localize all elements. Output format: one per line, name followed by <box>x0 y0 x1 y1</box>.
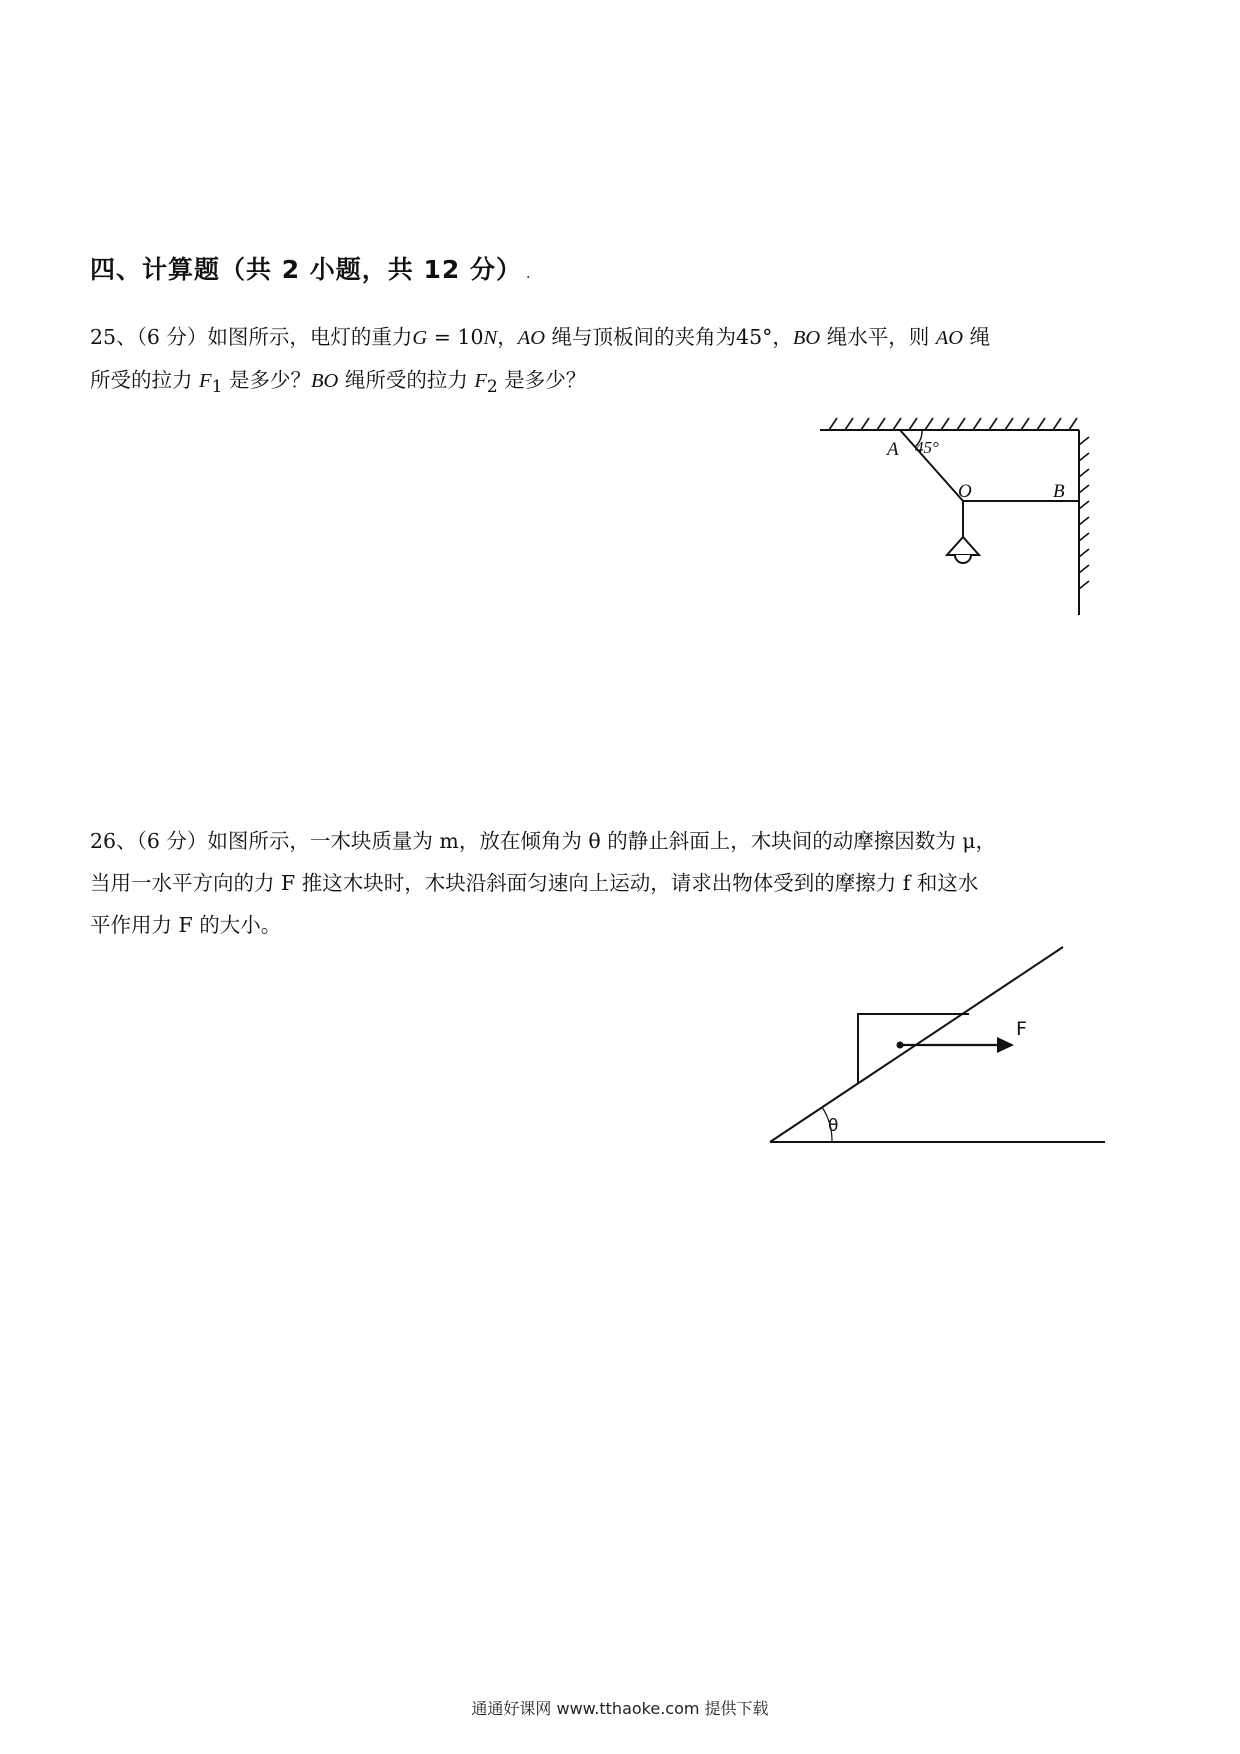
q25-symbol-bo: BO <box>792 327 821 349</box>
question-26-line-1: 26、（6 分）如图所示，一木块质量为 m，放在倾角为 θ 的静止斜面上，木块间的动摩擦因数为 μ， <box>90 829 997 853</box>
question-26-line-2: 当用一水平方向的力 F 推这木块时，木块沿斜面匀速向上运动，请求出物体受到的摩擦力 f 和这水 <box>90 871 979 895</box>
q25-symbol-f1: F <box>199 370 212 392</box>
q25-text-2b: 是多少？ <box>222 368 311 392</box>
q25-symbol-f2-sub: 2 <box>486 377 498 398</box>
section-heading-text: 四、计算题（共 2 小题，共 12 分） <box>90 255 523 284</box>
question-26-line-3: 平作用力 F 的大小。 <box>90 913 282 937</box>
q25-symbol-f1-sub: 1 <box>211 377 223 398</box>
section-heading-dot: . <box>526 266 532 282</box>
q25-text-2d: 是多少？ <box>497 368 587 392</box>
lamp-bulb-icon <box>955 555 971 563</box>
question-26 <box>90 820 1160 946</box>
label-theta: θ <box>828 1116 839 1136</box>
incline-figure <box>760 935 1120 1150</box>
lamp-shade-icon <box>947 537 979 555</box>
q25-text-2c: 绳所受的拉力 <box>338 368 475 392</box>
q25-symbol-bo-2: BO <box>310 370 339 392</box>
q25-text-1c: ， <box>497 325 518 349</box>
wall-hatching <box>1079 437 1089 589</box>
section-heading <box>90 250 531 286</box>
label-angle: 45° <box>915 438 939 457</box>
label-a: A <box>887 439 899 460</box>
q25-text-1a: 25、（6 分）如图所示，电灯的重力 <box>90 325 413 349</box>
label-f: F <box>1016 1018 1027 1040</box>
q25-symbol-f2: F <box>474 370 487 392</box>
q25-text-2a: 所受的拉力 <box>90 368 200 392</box>
question-25-line-2 <box>90 359 1160 408</box>
label-o: O <box>958 481 972 502</box>
label-b: B <box>1053 481 1065 502</box>
block-center-dot <box>897 1042 904 1049</box>
ceiling-hatching <box>829 418 1077 430</box>
q25-text-1d: 绳与顶板间的夹角为45°， <box>545 325 793 349</box>
q25-symbol-n: N <box>483 327 498 349</box>
footer-text: 通通好课网 www.tthaoke.com 提供下载 <box>471 1699 769 1718</box>
q25-text-1b: = 10 <box>427 325 484 349</box>
lamp-figure <box>815 415 1090 620</box>
question-25-line-1 <box>90 316 1160 359</box>
q25-text-1f: 绳 <box>963 325 991 349</box>
force-arrow-head <box>997 1037 1014 1053</box>
q25-symbol-ao: AO <box>517 327 546 349</box>
q25-symbol-ao-2: AO <box>935 327 964 349</box>
q25-text-1e: 绳水平，则 <box>820 325 936 349</box>
q25-symbol-g: G <box>412 327 428 349</box>
question-25 <box>90 316 1160 408</box>
